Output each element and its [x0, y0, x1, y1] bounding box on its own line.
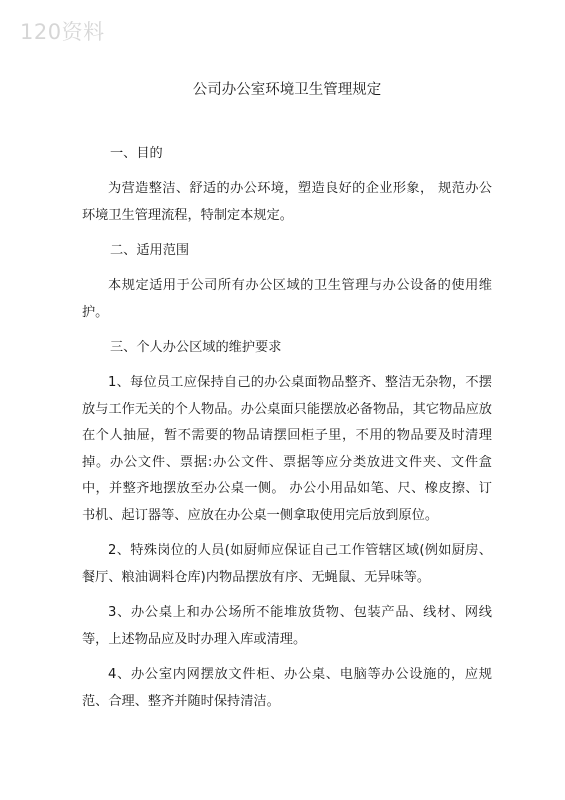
paragraph-rule-2: 2、特殊岗位的人员(如厨师应保证自己工作管辖区域(例如厨房、餐厅、粮油调料仓库)内物品摆放有序、无蝇鼠、无异味等。 [82, 543, 492, 585]
section-heading-personal-area: 三、个人办公区域的维护要求 [110, 340, 282, 355]
paragraph-purpose: 为营造整洁、舒适的办公环境，塑造良好的企业形象， 规范办公环境卫生管理流程，特制定本规定。 [82, 181, 492, 223]
paragraph-rule-4: 4、办公室内网摆放文件柜、办公桌、电脑等办公设施的，应规范、合理、整齐并随时保持清洁。 [82, 667, 492, 709]
paragraph-rule-1: 1、每位员工应保持自己的办公桌面物品整齐、整洁无杂物，不摆放与工作无关的个人物品。办公桌面只能摆放必备物品，其它物品应放在个人抽屉，暂不需要的物品请摆回柜子里，不用的物品要及时清理掉。办公文件、票据:办公文件、票据等应分类放进文件夹、文件盒中，并整齐地摆放至办公桌一侧。 办公小用品如笔、尺、橡皮擦、订书机、起订器等、应放在办公桌一侧拿取使用完后放到原位。 [82, 375, 492, 523]
document-title: 公司办公室环境卫生管理规定 [192, 82, 382, 98]
watermark-logo: 120资料 [20, 20, 105, 44]
section-heading-purpose: 一、目的 [110, 146, 163, 161]
section-heading-scope: 二、适用范围 [110, 243, 190, 258]
document-body [82, 80, 492, 724]
paragraph-rule-3: 3、办公桌上和办公场所不能堆放货物、包装产品、线材、网线等，上述物品应及时办理入库或清理。 [82, 605, 492, 647]
paragraph-scope: 本规定适用于公司所有办公区域的卫生管理与办公设备的使用维护。 [82, 278, 492, 320]
